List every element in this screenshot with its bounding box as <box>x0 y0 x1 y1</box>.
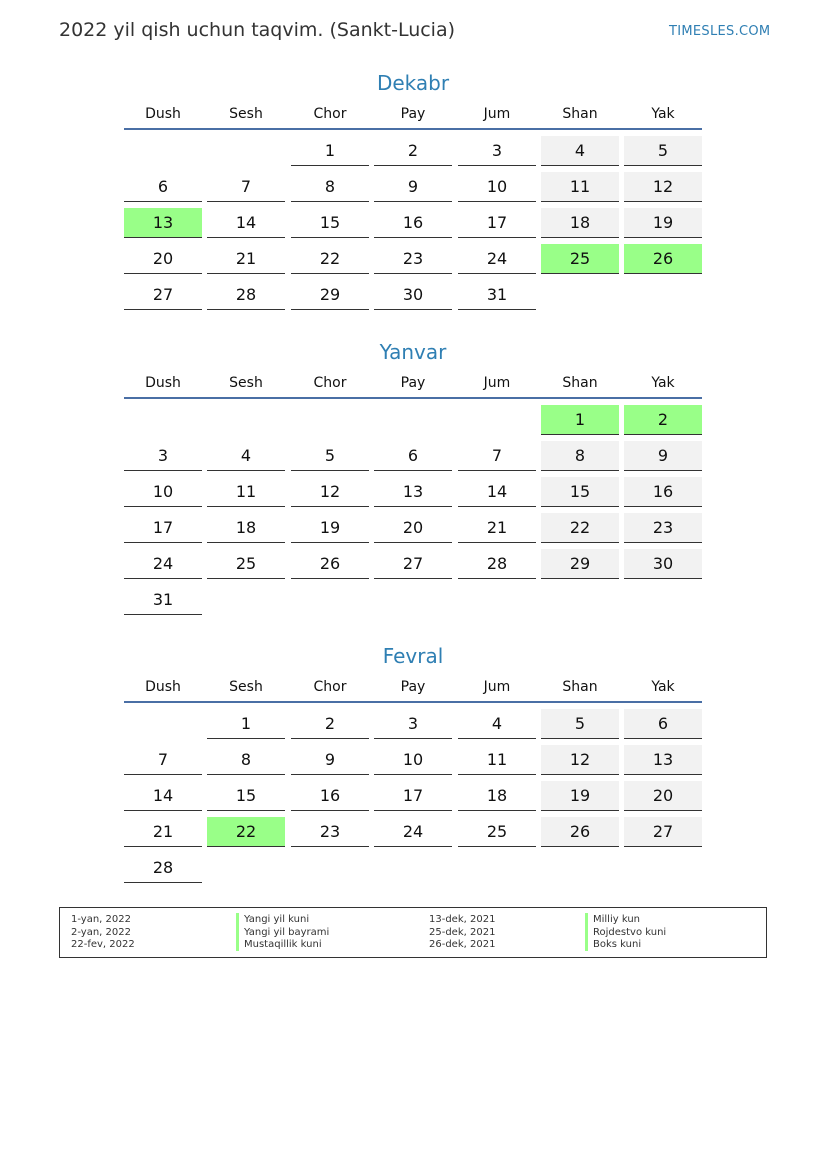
day-cell: 14 <box>207 208 285 238</box>
legend-date: 2-yan, 2022 <box>71 926 131 938</box>
day-cell: 21 <box>124 817 202 847</box>
weekday-header <box>124 669 702 703</box>
day-cell: 18 <box>207 513 285 543</box>
weekday-label: Pay <box>400 106 426 122</box>
day-cell: 28 <box>124 853 202 883</box>
day-cell: 15 <box>291 208 369 238</box>
holiday-day-cell: 13 <box>124 208 202 238</box>
weekday-header <box>124 365 702 399</box>
month-title: Yanvar <box>379 340 447 364</box>
day-cell: 14 <box>458 477 536 507</box>
weekday-label: Dush <box>145 106 181 122</box>
legend-holiday-name: Yangi yil bayrami <box>236 926 329 939</box>
day-cell: 2 <box>291 709 369 739</box>
day-cell: 7 <box>458 441 536 471</box>
day-cell: 25 <box>458 817 536 847</box>
day-cell: 9 <box>374 172 452 202</box>
day-cell: 12 <box>541 745 619 775</box>
day-cell: 19 <box>624 208 702 238</box>
day-cell: 23 <box>291 817 369 847</box>
weekday-label: Shan <box>562 679 598 695</box>
day-cell: 21 <box>458 513 536 543</box>
weekday-label: Dush <box>145 679 181 695</box>
day-cell: 15 <box>207 781 285 811</box>
day-cell: 26 <box>291 549 369 579</box>
day-cell: 4 <box>207 441 285 471</box>
legend-date: 25-dek, 2021 <box>429 926 496 938</box>
holiday-day-cell: 22 <box>207 817 285 847</box>
weekday-label: Yak <box>651 375 675 391</box>
day-cell: 3 <box>124 441 202 471</box>
day-cell: 22 <box>291 244 369 274</box>
month-yanvar <box>124 339 702 609</box>
day-cell: 27 <box>124 280 202 310</box>
day-cell: 18 <box>458 781 536 811</box>
holiday-day-cell: 1 <box>541 405 619 435</box>
weekday-label: Sesh <box>229 375 263 391</box>
holiday-legend <box>59 907 767 958</box>
weekday-label: Shan <box>562 375 598 391</box>
month-title: Dekabr <box>376 71 450 95</box>
weekday-label: Chor <box>313 106 347 122</box>
day-cell: 6 <box>124 172 202 202</box>
day-cell: 31 <box>124 585 202 615</box>
day-cell: 13 <box>374 477 452 507</box>
day-cell: 8 <box>291 172 369 202</box>
day-cell: 19 <box>291 513 369 543</box>
day-cell: 24 <box>124 549 202 579</box>
weekday-label: Dush <box>145 375 181 391</box>
day-cell: 16 <box>291 781 369 811</box>
day-cell: 19 <box>541 781 619 811</box>
day-cell: 25 <box>207 549 285 579</box>
day-cell: 24 <box>374 817 452 847</box>
month-fevral <box>124 643 702 877</box>
weekday-label: Pay <box>400 679 426 695</box>
day-cell: 28 <box>207 280 285 310</box>
weekday-label: Jum <box>483 679 511 695</box>
day-cell: 4 <box>541 136 619 166</box>
weekday-label: Chor <box>313 679 347 695</box>
day-cell: 7 <box>124 745 202 775</box>
day-cell: 23 <box>374 244 452 274</box>
day-cell: 6 <box>374 441 452 471</box>
day-cell: 17 <box>124 513 202 543</box>
day-cell: 20 <box>124 244 202 274</box>
day-cell: 10 <box>124 477 202 507</box>
legend-holiday-name: Rojdestvo kuni <box>585 926 666 939</box>
day-cell: 16 <box>624 477 702 507</box>
day-cell: 3 <box>374 709 452 739</box>
site-link[interactable]: TIMESLES.COM <box>669 24 771 39</box>
day-cell: 5 <box>624 136 702 166</box>
day-cell: 26 <box>541 817 619 847</box>
day-cell: 12 <box>291 477 369 507</box>
day-cell: 10 <box>458 172 536 202</box>
weekday-label: Jum <box>483 375 511 391</box>
day-cell: 27 <box>374 549 452 579</box>
legend-holiday-name: Boks kuni <box>585 938 641 951</box>
day-cell: 15 <box>541 477 619 507</box>
holiday-day-cell: 26 <box>624 244 702 274</box>
day-cell: 29 <box>291 280 369 310</box>
month-dekabr <box>124 70 702 304</box>
day-cell: 23 <box>624 513 702 543</box>
day-cell: 13 <box>624 745 702 775</box>
day-cell: 11 <box>541 172 619 202</box>
legend-row <box>60 938 766 951</box>
day-cell: 9 <box>624 441 702 471</box>
legend-date: 22-fev, 2022 <box>71 939 135 950</box>
legend-row <box>60 913 766 926</box>
weekday-label: Yak <box>651 106 675 122</box>
day-cell: 8 <box>207 745 285 775</box>
legend-holiday-name: Yangi yil kuni <box>236 913 309 926</box>
day-cell: 5 <box>541 709 619 739</box>
day-cell: 28 <box>458 549 536 579</box>
legend-holiday-name: Milliy kun <box>585 913 640 926</box>
day-cell: 3 <box>458 136 536 166</box>
day-cell: 5 <box>291 441 369 471</box>
month-title: Fevral <box>382 644 444 668</box>
day-cell: 12 <box>624 172 702 202</box>
legend-row <box>60 926 766 939</box>
day-cell: 21 <box>207 244 285 274</box>
day-cell: 27 <box>624 817 702 847</box>
day-cell: 9 <box>291 745 369 775</box>
day-cell: 30 <box>374 280 452 310</box>
day-cell: 11 <box>207 477 285 507</box>
day-cell: 20 <box>374 513 452 543</box>
weekday-label: Chor <box>313 375 347 391</box>
legend-date: 13-dek, 2021 <box>429 914 496 925</box>
day-cell: 17 <box>458 208 536 238</box>
day-cell: 20 <box>624 781 702 811</box>
day-cell: 24 <box>458 244 536 274</box>
day-cell: 8 <box>541 441 619 471</box>
weekday-label: Sesh <box>229 106 263 122</box>
day-cell: 2 <box>374 136 452 166</box>
day-cell: 17 <box>374 781 452 811</box>
holiday-day-cell: 2 <box>624 405 702 435</box>
weekday-label: Jum <box>483 106 511 122</box>
legend-holiday-name: Mustaqillik kuni <box>236 938 322 951</box>
day-cell: 14 <box>124 781 202 811</box>
day-cell: 16 <box>374 208 452 238</box>
day-cell: 1 <box>207 709 285 739</box>
day-cell: 11 <box>458 745 536 775</box>
day-cell: 18 <box>541 208 619 238</box>
weekday-header <box>124 96 702 130</box>
legend-date: 1-yan, 2022 <box>71 914 131 925</box>
day-cell: 6 <box>624 709 702 739</box>
weekday-label: Sesh <box>229 679 263 695</box>
day-cell: 29 <box>541 549 619 579</box>
day-cell: 4 <box>458 709 536 739</box>
page-title: 2022 yil qish uchun taqvim. (Sankt-Lucia) <box>59 19 456 41</box>
holiday-day-cell: 25 <box>541 244 619 274</box>
day-cell: 22 <box>541 513 619 543</box>
day-cell: 7 <box>207 172 285 202</box>
weekday-label: Shan <box>562 106 598 122</box>
day-cell: 31 <box>458 280 536 310</box>
day-cell: 1 <box>291 136 369 166</box>
day-cell: 30 <box>624 549 702 579</box>
weekday-label: Yak <box>651 679 675 695</box>
weekday-label: Pay <box>400 375 426 391</box>
day-cell: 10 <box>374 745 452 775</box>
legend-date: 26-dek, 2021 <box>429 939 496 950</box>
